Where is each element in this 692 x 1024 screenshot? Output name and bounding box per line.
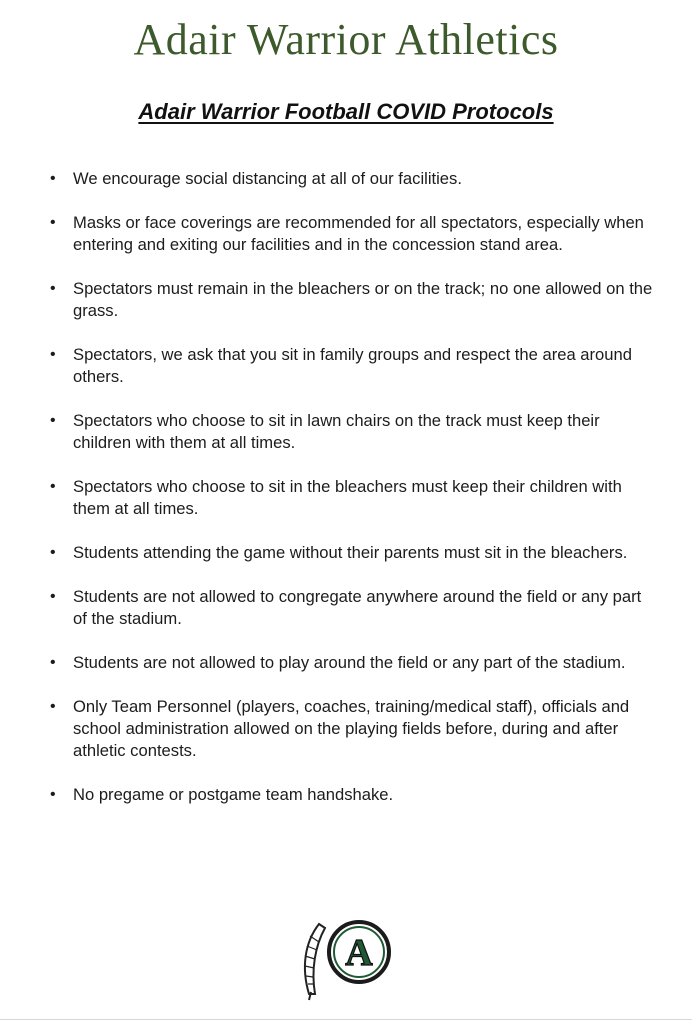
feather-icon [305, 924, 325, 1000]
list-item [48, 652, 658, 674]
list-item-text: We encourage social distancing at all of our facilities. [73, 169, 462, 188]
protocol-list [48, 168, 658, 828]
list-item [48, 278, 658, 322]
list-item [48, 586, 658, 630]
bullet-icon: • [50, 654, 56, 671]
list-item-text: Students are not allowed to congregate anywhere around the field or any part of the stadium. [73, 587, 642, 628]
feather-a-logo-icon [297, 912, 397, 1002]
bullet-icon: • [50, 698, 56, 715]
bullet-icon: • [50, 170, 56, 187]
divider [0, 1019, 692, 1020]
list-item-text: Students are not allowed to play around the field or any part of the stadium. [73, 653, 626, 672]
page-subtitle: Adair Warrior Football COVID Protocols [138, 99, 554, 124]
list-item-text: Spectators must remain in the bleachers or on the track; no one allowed on the grass. [73, 279, 653, 320]
list-item [48, 212, 658, 256]
list-item-text: Spectators who choose to sit in the bleachers must keep their children with them at all times. [73, 477, 622, 518]
list-item [48, 542, 658, 564]
list-item [48, 168, 658, 190]
bullet-icon: • [50, 786, 56, 803]
list-item [48, 410, 658, 454]
list-item-text: Students attending the game without their parents must sit in the bleachers. [73, 543, 628, 562]
list-item [48, 696, 658, 762]
bullet-icon: • [50, 214, 56, 231]
bullet-icon: • [50, 346, 56, 363]
bullet-icon: • [50, 280, 56, 297]
list-item-text: No pregame or postgame team handshake. [73, 785, 394, 804]
list-item [48, 476, 658, 520]
list-item-text: Spectators, we ask that you sit in family groups and respect the area around others. [73, 345, 632, 386]
list-item-text: Only Team Personnel (players, coaches, training/medical staff), officials and school administration allowed on the playing fields before, during and after athletic contests. [73, 697, 630, 760]
list-item-text: Spectators who choose to sit in lawn chairs on the track must keep their children with them at all times. [73, 411, 600, 452]
list-item [48, 784, 658, 806]
list-item [48, 344, 658, 388]
list-item-text: Masks or face coverings are recommended for all spectators, especially when entering and exiting our facilities and in the concession stand area. [73, 213, 644, 254]
bullet-icon: • [50, 588, 56, 605]
logo-letter: A [345, 932, 373, 974]
bullet-icon: • [50, 478, 56, 495]
bullet-icon: • [50, 544, 56, 561]
bullet-icon: • [50, 412, 56, 429]
page-title: Adair Warrior Athletics [133, 15, 559, 64]
